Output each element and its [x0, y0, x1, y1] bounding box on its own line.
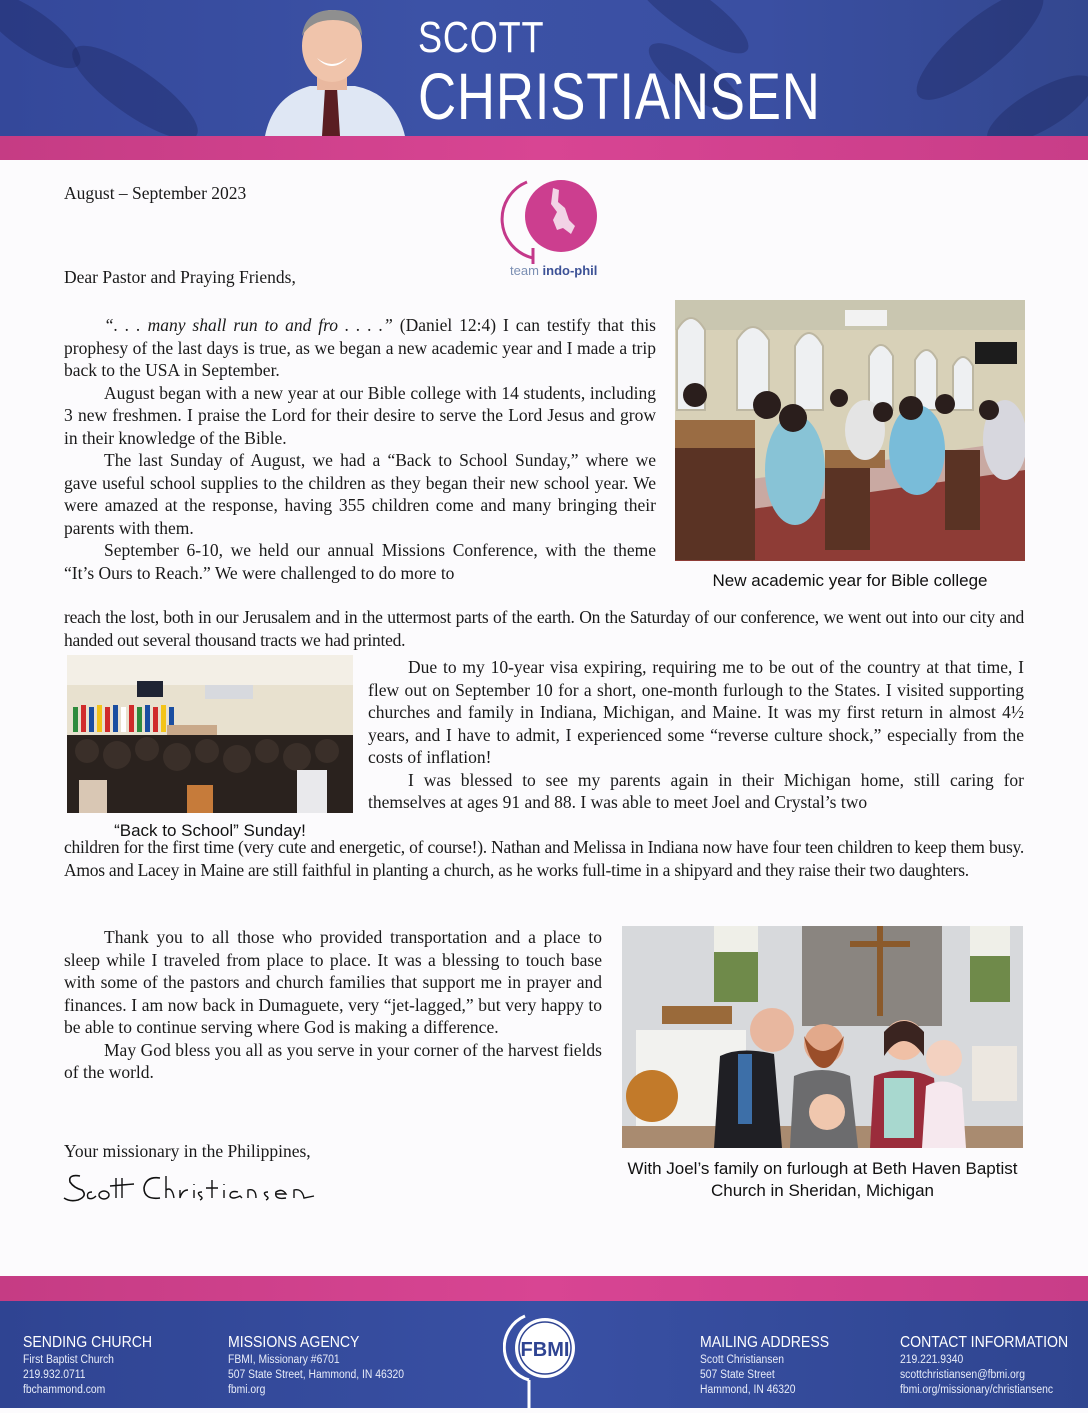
- photo-bible-college-classroom: [675, 300, 1025, 561]
- fbmi-logo: [503, 1308, 583, 1408]
- paragraph-5: Due to my 10-year visa expiring, requiring me to be out of the country at that time, I flew out on September 10 for a short, one-month furlough to the States. I visited supporting churches and family in Indiana, Michigan, and Maine. It was my first return in almost 4½ years, and I have to admit, I experienced some “reverse culture shock,” especially from the costs of inflation!: [368, 657, 1024, 767]
- header-accent-band: [0, 136, 1088, 160]
- footer-line: 507 State Street, Hammond, IN 46320: [228, 1369, 405, 1381]
- photo-caption-back-to-school: “Back to School” Sunday!: [114, 821, 306, 840]
- header-first-name: SCOTT: [418, 13, 545, 62]
- footer-line: Scott Christiansen: [700, 1354, 784, 1366]
- footer-line: Hammond, IN 46320: [700, 1384, 796, 1396]
- footer-missions-agency: [228, 1333, 424, 1398]
- letter-closing: Your missionary in the Philippines,: [64, 1141, 311, 1161]
- footer-link[interactable]: fbmi.org/missionary/christiansenc: [900, 1384, 1054, 1396]
- letter-body-middle: [368, 656, 1024, 814]
- scripture-quote: “. . . many shall run to and fro . . . .”: [104, 315, 393, 335]
- paragraph-4-end: reach the lost, both in our Jerusalem and in the uttermost parts of the earth. On the Saturday of our conference, we went out into our city and handed out several thousand tracts we had printed.: [64, 607, 1024, 650]
- header-banner: [0, 0, 1088, 136]
- photo-back-to-school-sunday: [67, 655, 353, 813]
- footer-sending-church: [23, 1333, 170, 1398]
- letter-body-bottom: [64, 926, 602, 1084]
- paragraph-6-end: children for the first time (very cute and energetic, of course!). Nathan and Melissa in Indiana now have four teen children to keep them busy. Amos and Lacey in Maine are still faithful in planting a church, as he works full-time in a shipyard and they raise their two daughters.: [64, 837, 1024, 880]
- footer-heading: MAILING ADDRESS: [700, 1334, 830, 1351]
- photo-caption-joels-family: With Joel’s family on furlough at Beth Haven Baptist Church in Sheridan, Michigan: [627, 1159, 1018, 1200]
- footer-link[interactable]: fbmi.org: [228, 1384, 266, 1396]
- header-last-name: CHRISTIANSEN: [418, 59, 821, 133]
- signature-image: [62, 1166, 322, 1206]
- paragraph-1-text: (Daniel 12:4) I can testify that this prophesy of the last days is true, as we began a new academic year and I made a trip back to the USA in September.: [64, 315, 656, 380]
- logo-wordmark: [510, 263, 597, 278]
- missionary-portrait: [255, 6, 410, 136]
- logo-team-text: team: [510, 263, 539, 278]
- paragraph-6-start: I was blessed to see my parents again in their Michigan home, still caring for themselves at ages 91 and 88. I was able to meet Joel and Crystal’s two: [368, 769, 1024, 812]
- paragraph-3: The last Sunday of August, we had a “Back to School Sunday,” where we gave useful school supplies to the children as they began their new school year. We were amazed at the response, having 355 children come and many bringing their parents with them.: [64, 450, 656, 538]
- photo-joels-family: [622, 926, 1023, 1148]
- footer-line: First Baptist Church: [23, 1354, 114, 1366]
- footer-email-link[interactable]: scottchristiansen@fbmi.org: [900, 1369, 1025, 1381]
- footer-contact-information: [900, 1333, 1088, 1398]
- footer-phone: 219.221.9340: [900, 1354, 964, 1366]
- photo-caption-bible-college: New academic year for Bible college: [712, 571, 988, 590]
- footer-accent-band: [0, 1276, 1088, 1301]
- logo-name-text: indo-phil: [542, 263, 598, 278]
- paragraph-7: Thank you to all those who provided transportation and a place to sleep while I traveled from place to place. It was a blessing to touch base with some of the pastors and church families that support me in prayer and finances. I am now back in Dumaguete, very “jet-lagged,” but very happy to be able to continue serving where God is making a difference.: [64, 927, 602, 1037]
- footer-heading: CONTACT INFORMATION: [900, 1334, 1069, 1351]
- letter-date: August – September 2023: [64, 183, 247, 203]
- footer-line: 507 State Street: [700, 1369, 775, 1381]
- letter-greeting: Dear Pastor and Praying Friends,: [64, 267, 296, 287]
- paragraph-2: August began with a new year at our Bible college with 14 students, including 3 new freshmen. I praise the Lord for their desire to serve the Lord Jesus and grow in their knowledge of the Bible.: [64, 382, 656, 448]
- fbmi-logo-text: FBMI: [520, 1339, 570, 1361]
- footer-line: FBMI, Missionary #6701: [228, 1354, 340, 1366]
- footer-phone: 219.932.0711: [23, 1369, 86, 1381]
- footer-link[interactable]: fbchammond.com: [23, 1384, 106, 1396]
- paragraph-1: [64, 314, 656, 382]
- footer-mailing-address: [700, 1333, 847, 1398]
- footer-heading: MISSIONS AGENCY: [228, 1334, 360, 1351]
- paragraph-4-start: September 6-10, we held our annual Missions Conference, with the theme “It’s Ours to Reach.” We were challenged to do more to: [64, 540, 656, 583]
- paragraph-8: May God bless you all as you serve in your corner of the harvest fields of the world.: [64, 1039, 602, 1082]
- footer-heading: SENDING CHURCH: [23, 1334, 153, 1351]
- letter-body-top: [64, 314, 656, 584]
